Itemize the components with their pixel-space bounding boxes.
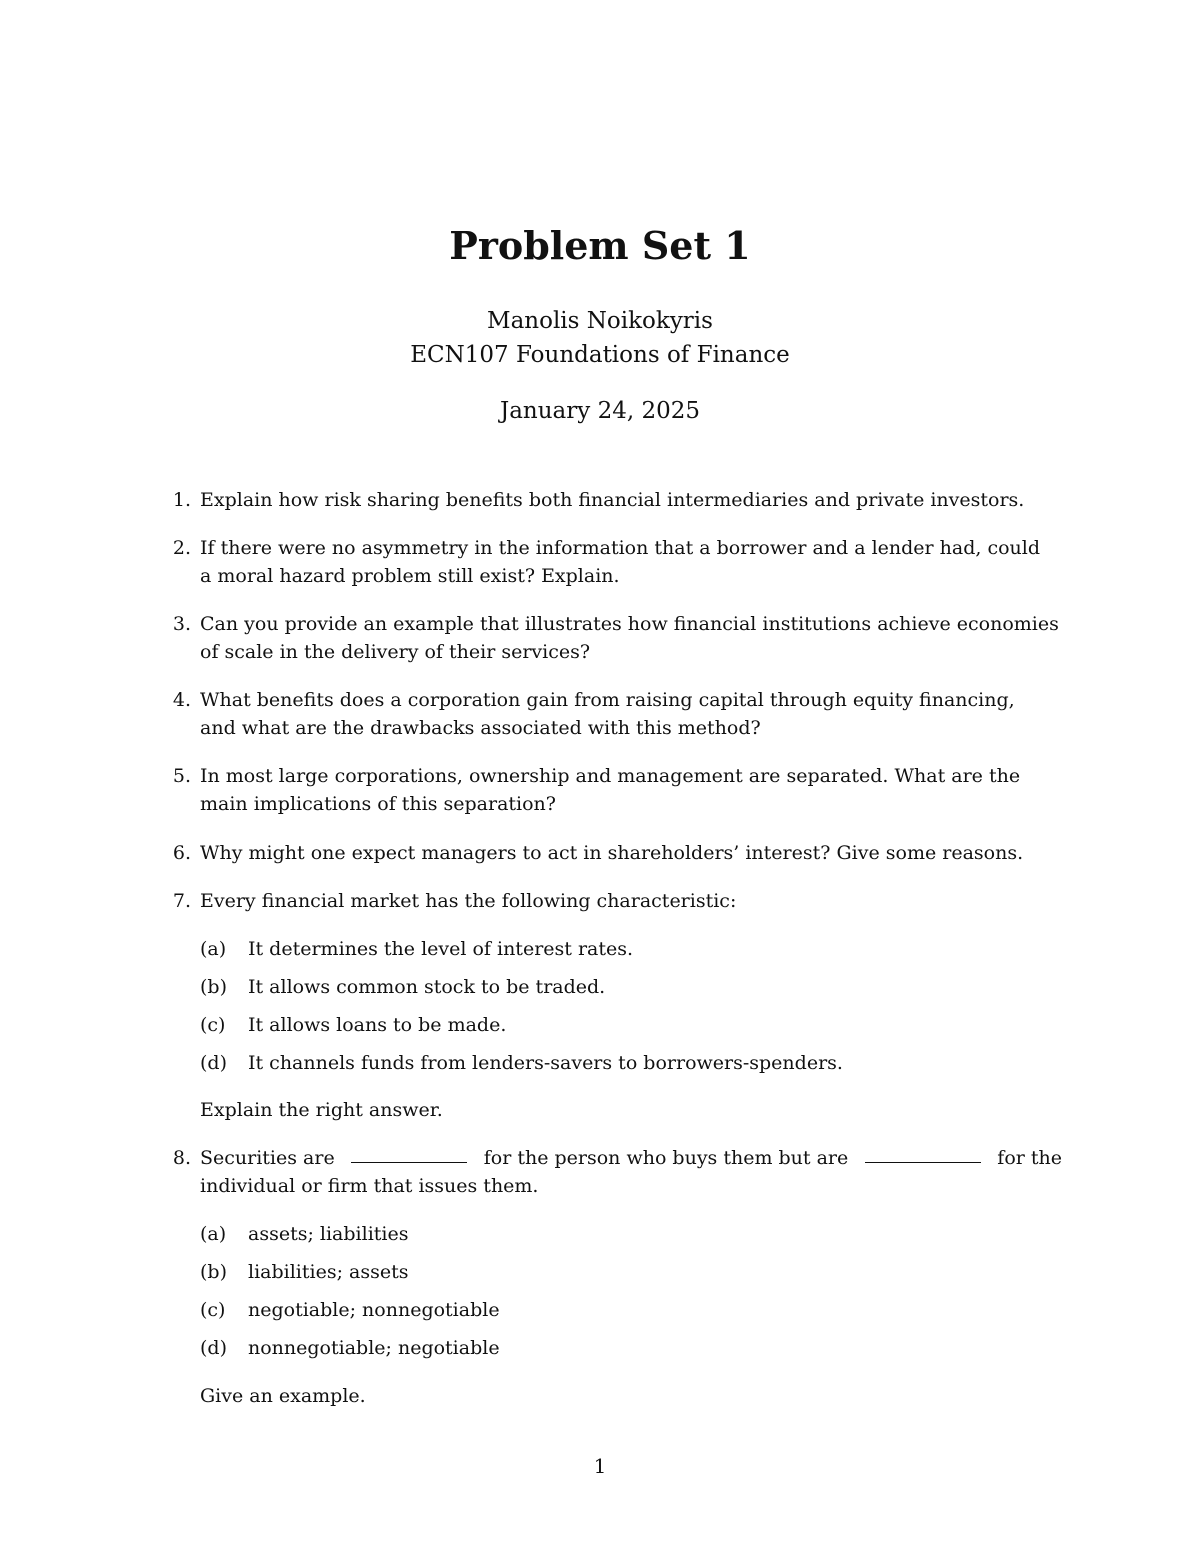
question-2-text xyxy=(200,534,1062,590)
question-8-option-b-label: (b) xyxy=(200,1261,227,1283)
question-5-line-2: main implications of this separation? xyxy=(200,793,556,815)
author-name: Manolis Noikokyris xyxy=(487,308,713,334)
question-7-follow-up: Explain the right answer. xyxy=(200,1099,443,1121)
question-7-option-a-text: It determines the level of interest rates. xyxy=(248,938,634,960)
question-8-option-a-text: assets; liabilities xyxy=(248,1223,409,1245)
fill-in-blank-1 xyxy=(351,1144,467,1163)
question-8-option-d-label: (d) xyxy=(200,1337,227,1359)
question-2-number: 2. xyxy=(172,537,191,559)
question-5-text xyxy=(200,762,1062,818)
question-8-number: 8. xyxy=(172,1147,191,1169)
question-3-text xyxy=(200,610,1062,666)
question-1-number: 1. xyxy=(172,489,191,511)
question-7-option-b-label: (b) xyxy=(200,976,227,998)
question-7-number: 7. xyxy=(172,890,191,912)
question-8-part-2: for the person who buys them but are xyxy=(483,1147,849,1169)
question-7-option-c-text: It allows loans to be made. xyxy=(248,1014,507,1036)
question-6-number: 6. xyxy=(172,842,191,864)
question-5-line-1: In most large corporations, ownership and management are separated. What are the xyxy=(200,765,1021,787)
question-8-option-d-text: nonnegotiable; negotiable xyxy=(248,1337,500,1359)
question-2-line-2: a moral hazard problem still exist? Explain. xyxy=(200,565,620,587)
question-8-part-3: for the xyxy=(997,1147,1062,1169)
question-8-option-c-label: (c) xyxy=(200,1299,226,1321)
question-7-text: Every financial market has the following characteristic: xyxy=(200,890,737,912)
question-8-option-a-label: (a) xyxy=(200,1223,227,1245)
document-title: Problem Set 1 xyxy=(449,223,751,268)
question-3-line-2: of scale in the delivery of their services? xyxy=(200,641,591,663)
question-8-option-b-text: liabilities; assets xyxy=(248,1261,409,1283)
question-6-text: Why might one expect managers to act in shareholders’ interest? Give some reasons. xyxy=(200,842,1024,864)
fill-in-blank-2 xyxy=(865,1144,981,1163)
question-1-text: Explain how risk sharing benefits both financial intermediaries and private investors. xyxy=(200,489,1025,511)
question-7-option-d-label: (d) xyxy=(200,1052,227,1074)
question-8-part-1: Securities are xyxy=(200,1147,335,1169)
question-8-text xyxy=(200,1144,1062,1200)
question-7-option-a-label: (a) xyxy=(200,938,227,960)
question-3-number: 3. xyxy=(172,613,191,635)
question-8-follow-up: Give an example. xyxy=(200,1385,366,1407)
question-8-line-2: individual or firm that issues them. xyxy=(200,1175,539,1197)
question-4-line-1: What benefits does a corporation gain from raising capital through equity financing, xyxy=(200,689,1015,711)
question-4-line-2: and what are the drawbacks associated with this method? xyxy=(200,717,761,739)
question-8-line-1 xyxy=(200,1144,1062,1172)
question-7-option-b-text: It allows common stock to be traded. xyxy=(248,976,606,998)
question-4-number: 4. xyxy=(172,689,191,711)
question-7-option-c-label: (c) xyxy=(200,1014,226,1036)
question-4-text xyxy=(200,686,1062,742)
question-8-option-c-text: negotiable; nonnegotiable xyxy=(248,1299,500,1321)
course-name: ECN107 Foundations of Finance xyxy=(410,342,790,368)
page-number: 1 xyxy=(593,1454,607,1478)
question-2-line-1: If there were no asymmetry in the information that a borrower and a lender had, could xyxy=(200,537,1041,559)
question-3-line-1: Can you provide an example that illustrates how financial institutions achieve economies xyxy=(200,613,1059,635)
document-date: January 24, 2025 xyxy=(500,398,700,424)
question-7-option-d-text: It channels funds from lenders-savers to borrowers-spenders. xyxy=(248,1052,843,1074)
question-5-number: 5. xyxy=(172,765,191,787)
